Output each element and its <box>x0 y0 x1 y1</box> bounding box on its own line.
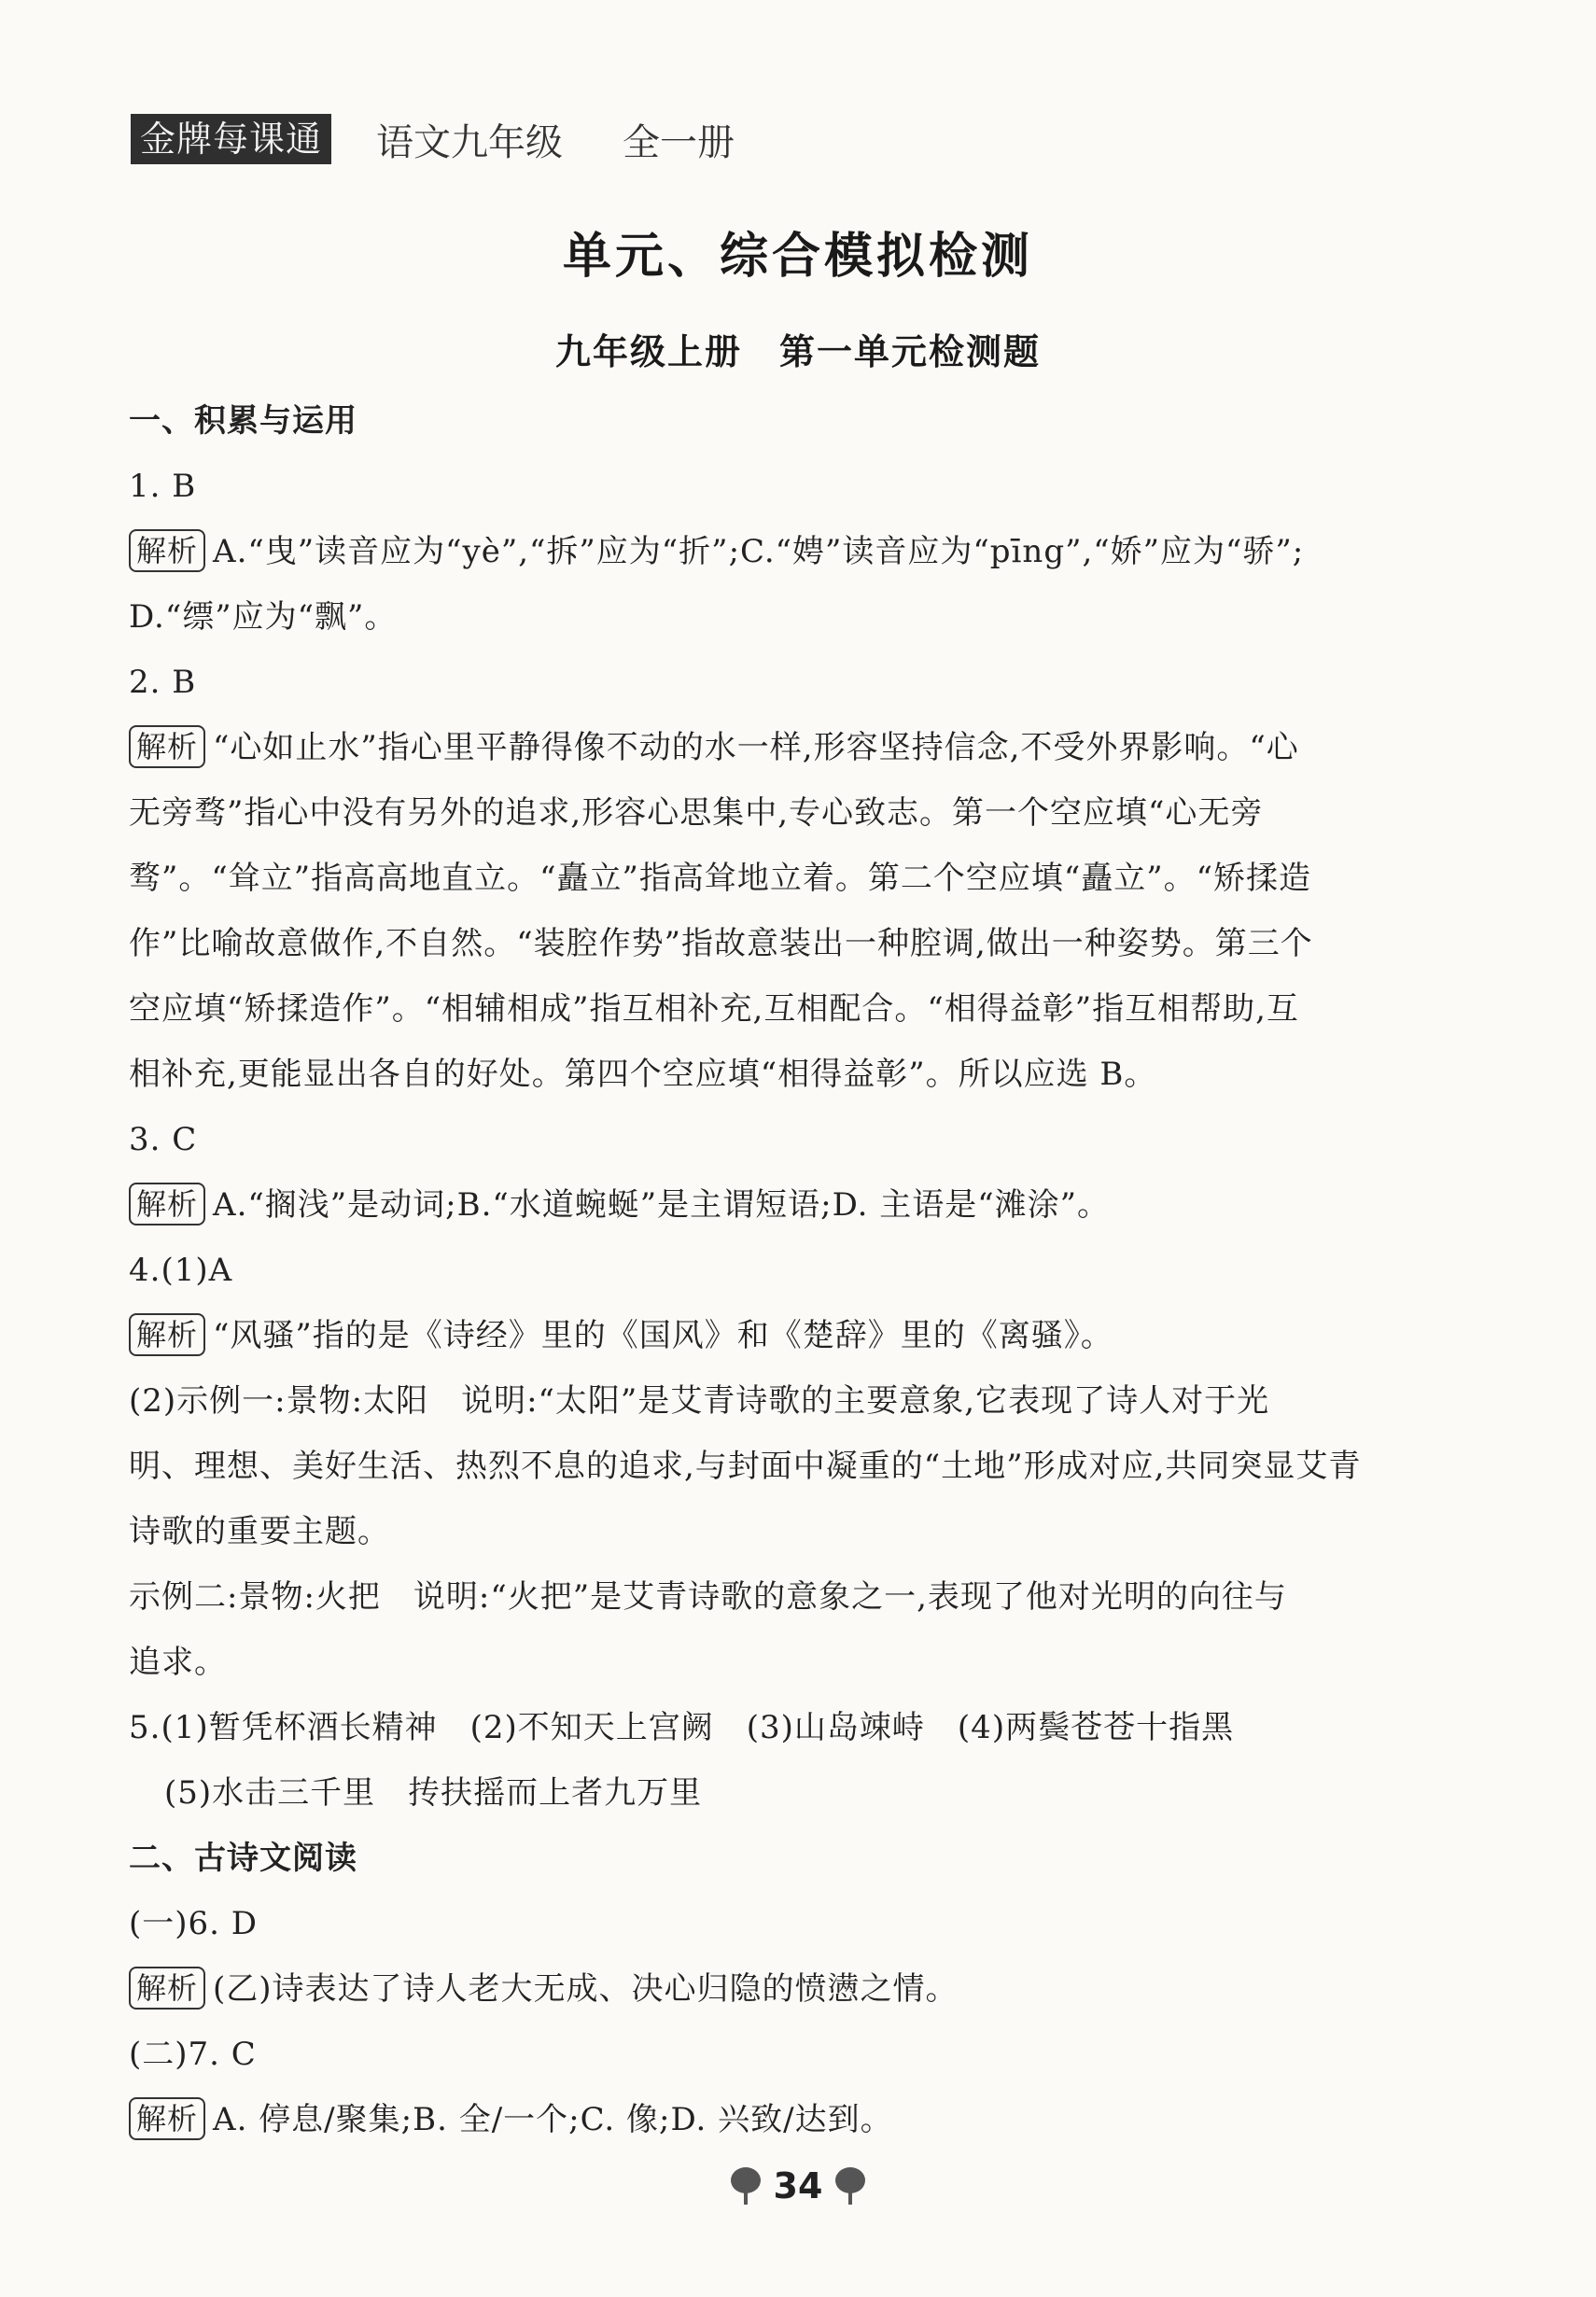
analysis-tag: 解析 <box>129 1313 205 1356</box>
answer-line <box>129 650 1503 715</box>
answer-line <box>129 1042 1503 1107</box>
line-text: 2. B <box>129 664 197 701</box>
answer-line <box>129 1956 1503 2022</box>
answer-line <box>129 1434 1503 1499</box>
analysis-tag: 解析 <box>129 1967 205 2010</box>
line-text: (一)6. D <box>129 1905 259 1942</box>
analysis-tag: 解析 <box>129 2097 205 2140</box>
tree-icon <box>833 2165 867 2206</box>
answer-line <box>129 1760 1503 1826</box>
line-text: 明、理想、美好生活、热烈不息的追求,与封面中凝重的“土地”形成对应,共同突显艾青 <box>129 1448 1362 1485</box>
section-heading <box>129 1826 1503 1891</box>
answer-line <box>129 780 1503 846</box>
subject-label: 语文九年级 <box>376 120 564 164</box>
section-heading <box>129 388 1503 454</box>
line-text: (乙)诗表达了诗人老大无成、决心归隐的愤懑之情。 <box>213 1970 959 2008</box>
page-header <box>131 110 735 168</box>
page-subtitle: 九年级上册 第一单元检测题 <box>554 331 1041 372</box>
line-text: A.“曳”读音应为“yè”,“拆”应为“折”;C.“娉”读音应为“pīng”,“娇”应为“骄”; <box>213 533 1305 570</box>
answer-line <box>129 1630 1503 1695</box>
line-text: (5)水击三千里 抟扶摇而上者九万里 <box>164 1774 703 1812</box>
page-title: 单元、综合模拟检测 <box>562 229 1033 285</box>
line-text: 空应填“矫揉造作”。“相辅相成”指互相补充,互相配合。“相得益彰”指互相帮助,互 <box>129 990 1299 1028</box>
line-text: “风骚”指的是《诗经》里的《国风》和《楚辞》里的《离骚》。 <box>213 1317 1113 1354</box>
line-text: 4.(1)A <box>129 1252 233 1289</box>
line-text: (2)示例一:景物:太阳 说明:“太阳”是艾青诗歌的主要意象,它表现了诗人对于光 <box>129 1382 1270 1420</box>
line-text: 作”比喻故意做作,不自然。“装腔作势”指故意装出一种腔调,做出一种姿势。第三个 <box>129 925 1313 962</box>
line-text: 无旁骛”指心中没有另外的追求,形容心思集中,专心致志。第一个空应填“心无旁 <box>129 794 1264 832</box>
line-text: 3. C <box>129 1121 198 1158</box>
answer-line <box>129 2087 1503 2152</box>
line-text: 二、古诗文阅读 <box>129 1840 357 1877</box>
answer-line <box>129 1107 1503 1172</box>
page-number: 34 <box>773 2165 823 2206</box>
answer-line <box>129 846 1503 911</box>
line-text: 1. B <box>129 468 197 505</box>
line-text: 示例二:景物:火把 说明:“火把”是艾青诗歌的意象之一,表现了他对光明的向往与 <box>129 1578 1287 1616</box>
tree-icon <box>729 2165 763 2206</box>
analysis-tag: 解析 <box>129 1183 205 1226</box>
line-text: 5.(1)暂凭杯酒长精神 (2)不知天上宫阙 (3)山岛竦峙 (4)两鬓苍苍十指黑 <box>129 1709 1235 1746</box>
answer-line <box>129 976 1503 1042</box>
answer-line <box>129 1499 1503 1564</box>
answer-line <box>129 1303 1503 1368</box>
answer-line <box>129 911 1503 976</box>
line-text: D.“缥”应为“飘”。 <box>129 598 398 636</box>
line-text: 追求。 <box>129 1644 227 1681</box>
answer-line <box>129 1695 1503 1760</box>
answer-line <box>129 454 1503 519</box>
line-text: 骛”。“耸立”指高高地直立。“矗立”指高耸地立着。第二个空应填“矗立”。“矫揉造 <box>129 860 1312 897</box>
answer-line <box>129 1238 1503 1303</box>
answer-line <box>129 2022 1503 2087</box>
answer-content <box>129 388 1503 2152</box>
answer-line <box>129 584 1503 650</box>
analysis-tag: 解析 <box>129 529 205 572</box>
line-text: 一、积累与运用 <box>129 402 357 440</box>
answer-line <box>129 1891 1503 1956</box>
line-text: A. 停息/聚集;B. 全/一个;C. 像;D. 兴致/达到。 <box>213 2101 893 2138</box>
analysis-tag: 解析 <box>129 725 205 768</box>
answer-line <box>129 1368 1503 1434</box>
volume-label: 全一册 <box>623 120 735 164</box>
line-text: (二)7. C <box>129 2036 257 2073</box>
brand-label: 金牌每课通 <box>131 114 331 164</box>
page-footer <box>0 2165 1596 2206</box>
line-text: “心如止水”指心里平静得像不动的水一样,形容坚持信念,不受外界影响。“心 <box>213 729 1299 766</box>
answer-line <box>129 715 1503 780</box>
line-text: 诗歌的重要主题。 <box>129 1513 390 1550</box>
line-text: A.“搁浅”是动词;B.“水道蜿蜒”是主谓短语;D. 主语是“滩涂”。 <box>213 1186 1111 1224</box>
answer-line <box>129 1172 1503 1238</box>
line-text: 相补充,更能显出各自的好处。第四个空应填“相得益彰”。所以应选 B。 <box>129 1056 1157 1093</box>
answer-line <box>129 1564 1503 1630</box>
answer-line <box>129 519 1503 584</box>
